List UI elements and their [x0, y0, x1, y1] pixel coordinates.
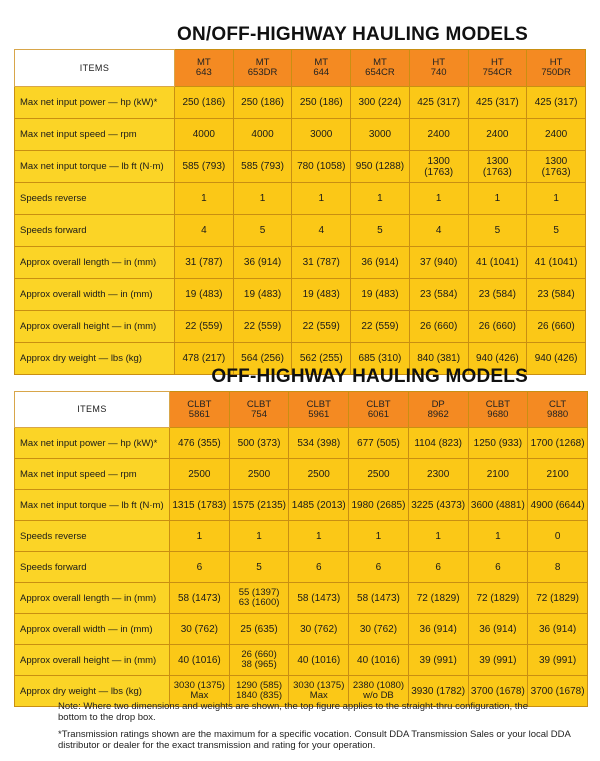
value-cell	[289, 428, 349, 459]
value-line: 534 (398)	[297, 437, 341, 449]
table-row	[15, 459, 588, 490]
row-label: Max net input torque — lb ft (N·m)	[15, 490, 170, 521]
model-name-line: CLBT	[485, 398, 511, 410]
value-line: 36 (914)	[479, 623, 517, 635]
value-line: 4900 (6644)	[530, 499, 585, 511]
value-cell	[528, 521, 588, 552]
value-cell: 5	[468, 215, 527, 247]
value-line: 3600 (4881)	[470, 499, 525, 511]
row-label: Approx dry weight — lbs (kg)	[15, 343, 175, 375]
value-line: 6	[196, 561, 203, 573]
value-line: 6	[495, 561, 501, 573]
value-cell: 780 (1058)	[292, 151, 351, 183]
value-cell: 4	[292, 215, 351, 247]
value-cell: 1	[233, 183, 292, 215]
value-line: 39 (991)	[419, 654, 457, 666]
model-name-line: MT	[373, 57, 387, 68]
model-name-line: 8962	[427, 408, 449, 420]
value-cell	[468, 583, 528, 614]
value-line: 30 (762)	[300, 623, 338, 635]
value-cell: 425 (317)	[527, 87, 586, 119]
value-line: 58 (1473)	[357, 592, 400, 604]
off-highway-title: OFF-HIGHWAY HAULING MODELS	[211, 366, 528, 387]
value-line: 55 (1397)	[238, 587, 280, 598]
row-label: Speeds forward	[15, 215, 175, 247]
model-header	[233, 50, 292, 87]
value-cell: 41 (1041)	[527, 247, 586, 279]
value-line: 5	[256, 561, 262, 573]
model-header	[527, 50, 586, 87]
model-name-line: CLBT	[246, 398, 272, 410]
value-line: 72 (1829)	[536, 592, 580, 604]
value-line: 2500	[307, 468, 330, 480]
row-label: Approx overall length — in (mm)	[15, 247, 175, 279]
table-row	[15, 183, 586, 215]
table-row	[15, 119, 586, 151]
model-header	[468, 392, 528, 428]
value-line: 3030 (1375)	[173, 680, 225, 691]
value-line: 500 (373)	[237, 437, 281, 449]
value-cell: 250 (186)	[175, 87, 234, 119]
model-name-line: MT	[314, 57, 329, 68]
value-cell: 950 (1288)	[351, 151, 410, 183]
rating-footnote: *Transmission ratings shown are the maximum for a specific vocation. Consult DDA Transmission Sales or your local DDA distributor or dealer for the exact transmission and rating for your operation.	[58, 729, 571, 751]
value-cell	[468, 490, 528, 521]
model-name-line: HT	[549, 57, 563, 68]
value-cell: 1	[409, 183, 468, 215]
value-cell	[528, 583, 588, 614]
model-name-line: 643	[195, 67, 212, 78]
value-cell: 22 (559)	[175, 311, 234, 343]
table-row	[15, 87, 586, 119]
value-cell: 4000	[175, 119, 234, 151]
value-cell: 940 (426)	[527, 343, 586, 375]
value-cell	[408, 645, 468, 676]
value-line: 677 (505)	[357, 437, 400, 449]
row-label: Max net input power — hp (kW)*	[15, 428, 170, 459]
value-cell: 23 (584)	[409, 279, 468, 311]
value-line: 39 (991)	[479, 654, 517, 666]
model-name-line: 5961	[308, 408, 330, 420]
value-cell: 300 (224)	[351, 87, 410, 119]
value-cell	[229, 428, 289, 459]
model-name-line: DP	[431, 398, 445, 410]
value-line: 2380 (1080)	[352, 680, 405, 691]
value-cell: 23 (584)	[527, 279, 586, 311]
table-row	[15, 428, 588, 459]
value-cell	[349, 521, 409, 552]
value-cell: 250 (186)	[292, 87, 351, 119]
row-label: Speeds reverse	[15, 521, 170, 552]
value-line: 1	[315, 530, 322, 542]
value-line: 6	[375, 561, 382, 573]
value-cell	[528, 645, 588, 676]
row-label: Max net input torque — lb ft (N·m)	[15, 151, 175, 183]
value-cell	[229, 521, 289, 552]
items-header: ITEMS	[15, 50, 175, 87]
model-header	[170, 392, 230, 428]
model-header	[229, 392, 289, 428]
value-line: 30 (762)	[359, 623, 398, 635]
table-row	[15, 247, 586, 279]
value-cell: 585 (793)	[175, 151, 234, 183]
value-cell	[468, 459, 528, 490]
value-cell: 425 (317)	[468, 87, 527, 119]
items-header: ITEMS	[15, 392, 170, 428]
value-cell	[289, 490, 349, 521]
value-line: 63 (1600)	[238, 597, 280, 608]
row-label: Max net input power — hp (kW)*	[15, 87, 175, 119]
value-line: 1700 (1268)	[530, 437, 585, 449]
value-cell: 31 (787)	[175, 247, 234, 279]
value-cell	[170, 490, 230, 521]
value-line: 26 (660)	[241, 649, 277, 660]
value-line: Max	[190, 690, 209, 701]
value-cell: 2400	[527, 119, 586, 151]
model-header	[292, 50, 351, 87]
value-line: 3700 (1678)	[470, 685, 525, 697]
value-line: 2100	[546, 468, 569, 480]
model-name-line: 654CR	[365, 67, 395, 78]
value-cell: 26 (660)	[527, 311, 586, 343]
value-line: 25 (635)	[240, 623, 278, 635]
model-name-line: 6061	[367, 408, 390, 420]
value-line: 8	[554, 561, 561, 573]
value-cell: 250 (186)	[233, 87, 292, 119]
value-line: 38 (965)	[241, 659, 277, 670]
value-cell	[229, 614, 289, 645]
value-cell: 3000	[292, 119, 351, 151]
value-cell: 23 (584)	[468, 279, 527, 311]
row-label: Approx overall height — in (mm)	[15, 311, 175, 343]
value-cell	[408, 428, 468, 459]
value-line: 6	[315, 561, 322, 573]
value-cell	[408, 583, 468, 614]
value-line: 1575 (2135)	[232, 499, 287, 511]
value-cell	[289, 583, 349, 614]
value-cell	[170, 552, 230, 583]
model-name-line: HT	[432, 57, 445, 68]
value-cell	[170, 428, 230, 459]
value-cell: 3000	[351, 119, 410, 151]
value-cell	[289, 521, 349, 552]
value-cell: 5	[527, 215, 586, 247]
value-cell: 19 (483)	[351, 279, 410, 311]
value-cell	[408, 459, 468, 490]
value-line: 1290 (585)	[236, 680, 283, 691]
model-header	[528, 392, 588, 428]
value-line: 1104 (823)	[414, 437, 462, 449]
model-header	[289, 392, 349, 428]
value-cell: 840 (381)	[409, 343, 468, 375]
value-cell: 4	[409, 215, 468, 247]
value-cell	[408, 614, 468, 645]
value-cell: 1300 (1763)	[468, 151, 527, 183]
value-line: 36 (914)	[538, 623, 577, 635]
table-row	[15, 215, 586, 247]
value-cell	[170, 459, 230, 490]
model-name-line: 644	[313, 67, 330, 78]
value-cell: 22 (559)	[351, 311, 410, 343]
model-name-line: CLT	[548, 398, 567, 410]
value-line: 40 (1016)	[357, 654, 400, 666]
model-name-line: MT	[196, 57, 211, 68]
value-cell	[229, 459, 289, 490]
row-label: Speeds reverse	[15, 183, 175, 215]
value-line: 6	[435, 561, 441, 573]
value-line: 3225 (4373)	[411, 499, 466, 511]
model-header	[175, 50, 234, 87]
row-label: Max net input speed — rpm	[15, 459, 170, 490]
value-cell	[408, 552, 468, 583]
value-cell: 1	[175, 183, 234, 215]
model-name-line: CLBT	[366, 398, 391, 410]
value-cell: 1	[292, 183, 351, 215]
value-cell: 37 (940)	[409, 247, 468, 279]
on-off-highway-table	[14, 49, 586, 375]
value-line: 1	[256, 530, 262, 542]
value-line: 58 (1473)	[297, 592, 341, 604]
value-cell	[289, 459, 349, 490]
value-cell: 5	[351, 215, 410, 247]
value-line: Max	[309, 690, 328, 701]
row-label: Approx overall width — in (mm)	[15, 279, 175, 311]
value-cell	[229, 645, 289, 676]
model-name-line: 5861	[188, 408, 210, 420]
value-cell	[170, 521, 230, 552]
value-cell: 1300 (1763)	[409, 151, 468, 183]
value-cell	[170, 583, 230, 614]
value-cell	[349, 583, 409, 614]
value-line: 72 (1829)	[476, 592, 520, 604]
row-label: Max net input speed — rpm	[15, 119, 175, 151]
value-cell	[349, 614, 409, 645]
value-cell	[468, 552, 528, 583]
value-cell: 1	[527, 183, 586, 215]
model-header	[349, 392, 409, 428]
table-row	[15, 490, 588, 521]
value-line: 72 (1829)	[416, 592, 460, 604]
value-line: 1840 (835)	[236, 690, 283, 701]
value-line: 1	[495, 530, 501, 542]
value-cell: 36 (914)	[233, 247, 292, 279]
value-cell	[289, 645, 349, 676]
table-row	[15, 552, 588, 583]
value-line: 3930 (1782)	[411, 685, 466, 697]
value-cell	[229, 583, 289, 614]
value-cell: 585 (793)	[233, 151, 292, 183]
value-cell: 1	[468, 183, 527, 215]
value-cell	[408, 490, 468, 521]
value-cell: 19 (483)	[175, 279, 234, 311]
value-cell	[528, 490, 588, 521]
value-line: 1250 (933)	[473, 437, 523, 449]
value-cell: 1	[351, 183, 410, 215]
value-cell: 19 (483)	[233, 279, 292, 311]
value-cell: 564 (256)	[233, 343, 292, 375]
value-cell: 36 (914)	[351, 247, 410, 279]
model-name-line: HT	[491, 57, 504, 68]
table-row	[15, 583, 588, 614]
model-header	[468, 50, 527, 87]
off-highway-table	[14, 391, 588, 707]
table-row	[15, 521, 588, 552]
value-cell: 22 (559)	[233, 311, 292, 343]
model-name-line: 9880	[547, 408, 569, 420]
value-cell: 5	[233, 215, 292, 247]
value-line: 0	[554, 530, 561, 542]
value-line: 30 (762)	[180, 623, 218, 635]
value-cell	[528, 614, 588, 645]
model-name-line: 9680	[487, 408, 509, 420]
row-label: Approx overall height — in (mm)	[15, 645, 170, 676]
value-line: 3700 (1678)	[530, 685, 585, 697]
value-cell	[528, 459, 588, 490]
value-cell	[349, 459, 409, 490]
model-header	[408, 392, 468, 428]
value-cell	[289, 614, 349, 645]
value-cell	[349, 428, 409, 459]
value-line: 1	[196, 530, 203, 542]
value-line: 1315 (1783)	[172, 499, 227, 511]
value-cell: 19 (483)	[292, 279, 351, 311]
value-cell	[408, 521, 468, 552]
value-cell	[349, 645, 409, 676]
value-line: 1485 (2013)	[291, 499, 346, 511]
value-line: 476 (355)	[177, 437, 221, 449]
model-name-line: 653DR	[247, 67, 278, 78]
value-line: 2100	[486, 468, 509, 480]
table-row	[15, 151, 586, 183]
model-name-line: 750DR	[541, 67, 571, 78]
value-cell	[468, 645, 528, 676]
value-line: w/o DB	[363, 690, 394, 701]
dimension-note: Note: Where two dimensions and weights are shown, the top figure applies to the straight-thru configuration, the bottom to the drop box.	[58, 701, 528, 723]
value-cell: 22 (559)	[292, 311, 351, 343]
model-name-line: 754	[251, 408, 267, 420]
value-cell	[468, 428, 528, 459]
value-line: 2500	[247, 468, 271, 480]
value-cell: 26 (660)	[409, 311, 468, 343]
row-label: Approx overall width — in (mm)	[15, 614, 170, 645]
value-cell	[468, 521, 528, 552]
value-cell	[349, 490, 409, 521]
value-line: 36 (914)	[419, 623, 457, 635]
value-cell: 478 (217)	[175, 343, 234, 375]
table-row	[15, 614, 588, 645]
model-name-line: CLBT	[306, 398, 331, 410]
model-header	[409, 50, 468, 87]
value-cell: 2400	[468, 119, 527, 151]
value-cell: 26 (660)	[468, 311, 527, 343]
table-row	[15, 645, 588, 676]
value-cell: 2400	[409, 119, 468, 151]
model-name-line: MT	[255, 57, 270, 68]
value-cell	[528, 428, 588, 459]
value-cell	[170, 614, 230, 645]
value-line: 58 (1473)	[177, 592, 221, 604]
table-row	[15, 311, 586, 343]
table-row	[15, 279, 586, 311]
on-off-highway-title: ON/OFF-HIGHWAY HAULING MODELS	[177, 24, 528, 45]
value-line: 3030 (1375)	[293, 680, 345, 691]
value-cell	[528, 552, 588, 583]
value-line: 1	[375, 530, 382, 542]
value-cell	[229, 552, 289, 583]
value-cell: 1300 (1763)	[527, 151, 586, 183]
value-cell: 4	[175, 215, 234, 247]
row-label: Approx overall length — in (mm)	[15, 583, 170, 614]
value-line: 40 (1016)	[297, 654, 341, 666]
value-cell	[229, 490, 289, 521]
model-header	[351, 50, 410, 87]
model-name-line: CLBT	[187, 398, 212, 410]
value-cell: 940 (426)	[468, 343, 527, 375]
value-cell: 41 (1041)	[468, 247, 527, 279]
value-cell: 4000	[233, 119, 292, 151]
value-cell: 562 (255)	[292, 343, 351, 375]
value-cell	[349, 552, 409, 583]
value-cell: 425 (317)	[409, 87, 468, 119]
value-line: 2300	[427, 468, 450, 480]
value-cell: 685 (310)	[351, 343, 410, 375]
row-label: Approx dry weight — lbs (kg)	[15, 676, 170, 707]
value-cell	[289, 552, 349, 583]
model-name-line: 740	[430, 67, 447, 78]
value-line: 40 (1016)	[177, 654, 221, 666]
value-cell: 31 (787)	[292, 247, 351, 279]
row-label: Speeds forward	[15, 552, 170, 583]
value-line: 1980 (2685)	[351, 499, 406, 511]
value-line: 2500	[188, 468, 211, 480]
model-name-line: 754CR	[482, 67, 513, 78]
value-cell	[468, 614, 528, 645]
value-line: 2500	[367, 468, 390, 480]
value-line: 1	[435, 530, 441, 542]
value-line: 39 (991)	[538, 654, 577, 666]
value-cell	[170, 645, 230, 676]
